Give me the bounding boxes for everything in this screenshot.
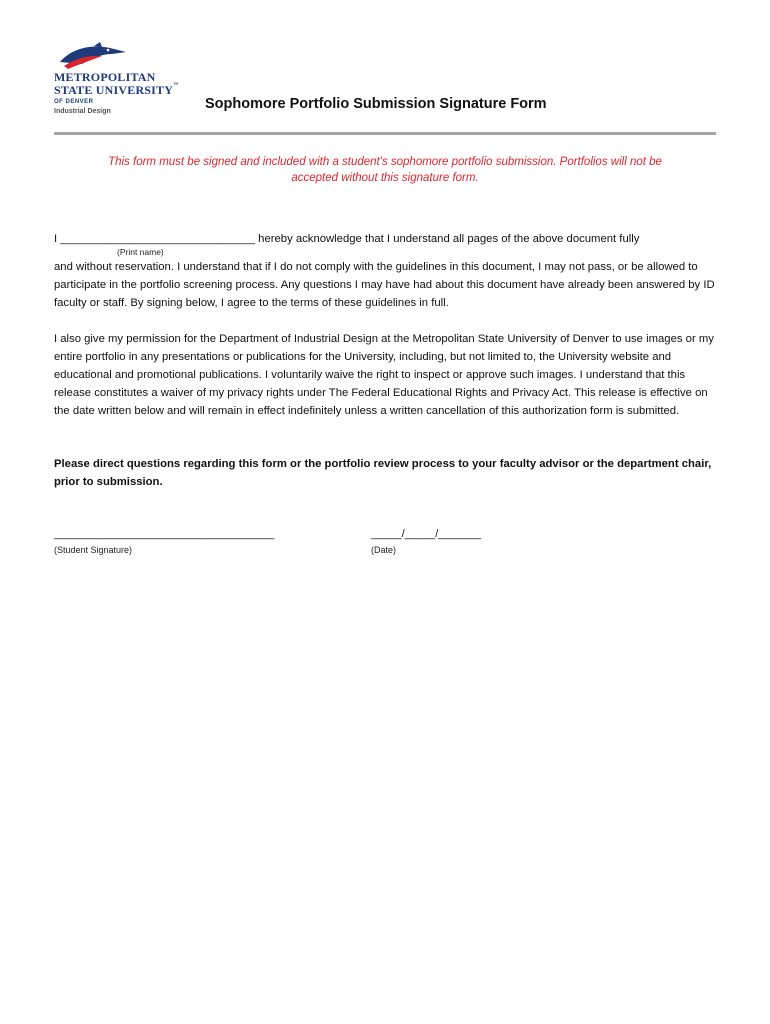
date-label: (Date) — [371, 545, 397, 555]
permission-paragraph: I also give my permission for the Department of Industrial Design at the Metropolitan State University of Denver to use images or my entire portfolio in any presentations or publications for the University, including, but not limited to, the University website and educational and promotional publications. I voluntarily waive the right to inspect or approve such images. I understand that this release constitutes a waiver of my privacy rights under The Federal Educational Rights and Privacy Act. This release is effective on the date written below and will remain in effect indefinitely unless a written cancellation of this authorization form is submitted. — [54, 333, 714, 417]
page-title: Sophomore Portfolio Submission Signature Form — [205, 96, 547, 112]
print-name-label: (Print name) — [117, 247, 164, 257]
roadrunner-logo-icon — [58, 42, 130, 70]
acknowledgement-line: I _______________________________ hereby acknowledge that I understand all pages of the above document fully — [54, 233, 640, 245]
university-logo — [54, 42, 184, 122]
student-signature-label: (Student Signature) — [54, 545, 133, 555]
acknowledgement-paragraph: and without reservation. I understand that if I do not comply with the guidelines in this document, I may not pass, or be allowed to participate in the portfolio screening process. Any questions I may have had about this document have already been answered by ID faculty or staff. By signing below, I agree to the terms of these guidelines in full. — [54, 261, 715, 309]
contact-note: Please direct questions regarding this form or the portfolio review process to your faculty advisor or the department chair, prior to submission. — [54, 458, 712, 488]
student-signature-line: ____________________________________ — [54, 528, 275, 540]
header-divider — [54, 132, 716, 135]
logo-text-state-university: STATE UNIVERSITY™ — [54, 83, 179, 97]
logo-text-department: Industrial Design — [54, 108, 111, 115]
logo-text-metropolitan: METROPOLITAN — [54, 70, 156, 84]
logo-trademark: ™ — [173, 83, 179, 88]
red-notice: This form must be signed and included with a student's sophomore portfolio submission. Portfolios will not be accepted without this signature form. — [108, 156, 662, 184]
date-line: _____/_____/_______ — [371, 528, 482, 540]
logo-text-of-denver: OF DENVER — [54, 99, 94, 105]
